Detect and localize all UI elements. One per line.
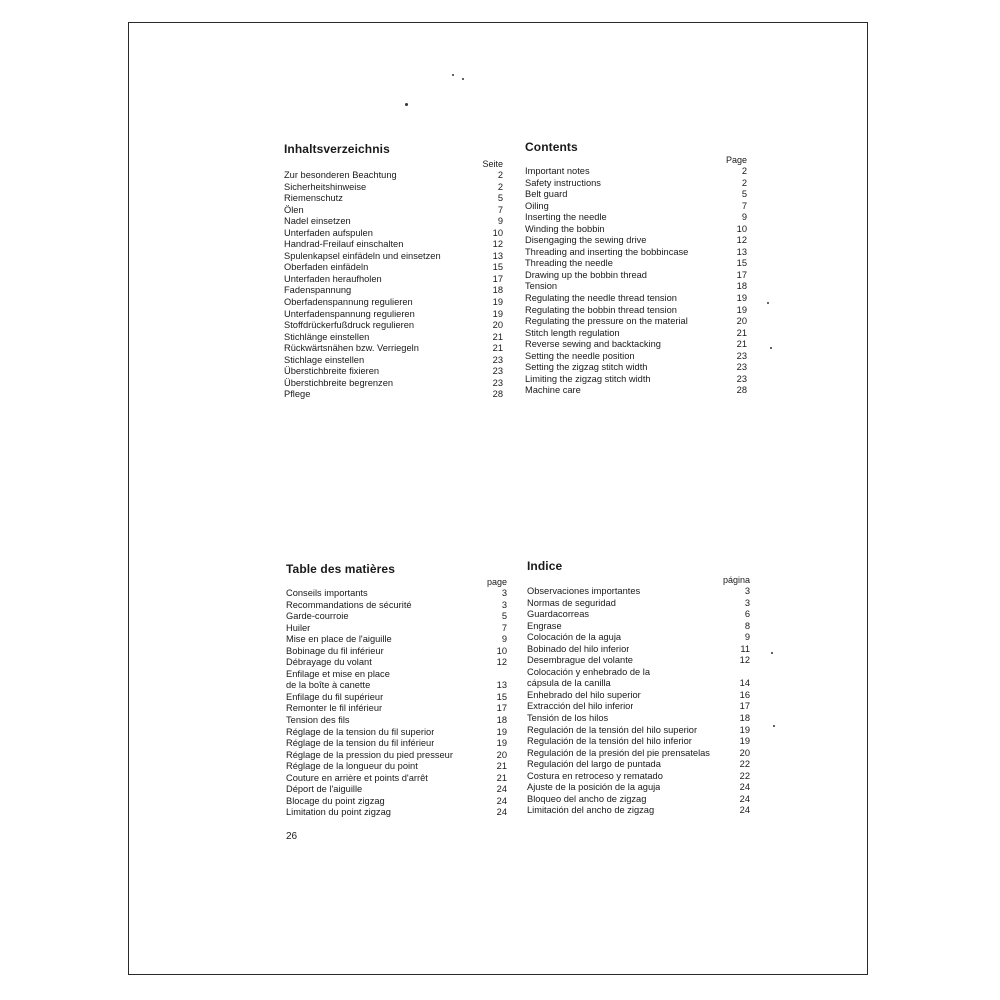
toc-entry [284, 378, 503, 390]
toc-entry-title: Regulating the bobbin thread tension [525, 304, 677, 315]
toc-entry [527, 748, 750, 760]
toc-entry-title: Pflege [284, 389, 311, 400]
page-column-label: page [486, 577, 507, 587]
toc-entry-title: Riemenschutz [284, 193, 343, 204]
toc-entry [286, 680, 507, 692]
toc-entry-page: 5 [501, 611, 507, 622]
toc-entry [525, 189, 747, 201]
scan-speck [405, 103, 408, 106]
toc-entry-page: 18 [496, 715, 507, 726]
toc-entry [284, 309, 503, 321]
toc-entry-page: 5 [741, 189, 747, 200]
toc-entry-page: 9 [744, 632, 750, 643]
toc-entry-page: 12 [736, 235, 747, 246]
toc-entry-title: Limitation du point zigzag [286, 807, 391, 818]
toc-entry [286, 784, 507, 796]
toc-entry [284, 389, 503, 401]
scan-speck [770, 347, 772, 349]
toc-entry-title: Stichlage einstellen [284, 354, 365, 365]
toc-list [525, 166, 747, 397]
toc-entry-title: Limiting the zigzag stitch width [525, 373, 651, 384]
toc-entry-page: 28 [492, 389, 503, 400]
toc-entry-page: 3 [744, 586, 750, 596]
toc-entry [284, 182, 503, 194]
toc-entry-page: 19 [739, 724, 750, 735]
toc-entry-page: 20 [739, 747, 750, 758]
toc-entry-page: 17 [492, 273, 503, 284]
toc-entry-title: Threading and inserting the bobbincase [525, 246, 689, 257]
toc-entry-title: Unterfaden heraufholen [284, 273, 382, 284]
toc-entry [525, 212, 747, 224]
toc-entry-page: 23 [492, 354, 503, 365]
toc-entry-title: Tension des fils [286, 715, 350, 726]
toc-entry-title: Threading the needle [525, 258, 613, 269]
toc-entry [286, 796, 507, 808]
toc-entry [527, 678, 750, 690]
toc-entry-title: Guardacorreas [527, 609, 590, 620]
toc-entry [525, 281, 747, 293]
toc-entry [284, 193, 503, 205]
toc-entry [525, 339, 747, 351]
toc-entry [527, 759, 750, 771]
toc-entry-title: Limitación del ancho de zigzag [527, 805, 655, 816]
toc-entry [284, 251, 503, 263]
toc-entry-title: Inserting the needle [525, 212, 607, 223]
toc-entry-title: Colocación y enhebrado de la [527, 666, 651, 677]
toc-list [527, 586, 750, 817]
toc-entry-title: Oberfadenspannung regulieren [284, 297, 413, 308]
toc-entry-page: 18 [739, 713, 750, 724]
toc-entry-title: Stoffdrückerfußdruck regulieren [284, 320, 415, 331]
page-column-label: página [722, 575, 750, 585]
toc-entry-page: 19 [736, 293, 747, 304]
toc-entry-title: Reverse sewing and backtacking [525, 339, 661, 350]
toc-entry-page: 14 [739, 678, 750, 689]
toc-entry-page: 18 [492, 285, 503, 296]
toc-entry-title: Bloqueo del ancho de zigzag [527, 793, 647, 804]
toc-entry-page: 12 [492, 239, 503, 250]
toc-entry-title: Nadel einsetzen [284, 216, 351, 227]
toc-entry-title: Unterfadenspannung regulieren [284, 308, 415, 319]
toc-entry-page: 3 [501, 588, 507, 598]
toc-english [525, 140, 747, 397]
toc-entry-title: Regulación de la tensión del hilo inferior [527, 736, 692, 747]
toc-entry-title: Unterfaden aufspulen [284, 227, 373, 238]
toc-entry-page: 13 [736, 246, 747, 257]
toc-entry-page: 23 [492, 377, 503, 388]
toc-entry-page: 15 [496, 691, 507, 702]
toc-entry-title: Überstichbreite begrenzen [284, 377, 394, 388]
toc-list [284, 170, 503, 401]
toc-entry-title: Couture en arrière et points d'arrêt [286, 772, 428, 783]
toc-entry-page: 11 [740, 643, 750, 654]
toc-entry [527, 690, 750, 702]
toc-heading: Inhaltsverzeichnis [284, 142, 390, 156]
toc-entry [527, 736, 750, 748]
scan-speck [767, 302, 769, 304]
page-number: 26 [286, 831, 298, 842]
toc-entry-page: 23 [736, 350, 747, 361]
toc-entry-title: Machine care [525, 385, 581, 396]
toc-entry-title: Disengaging the sewing drive [525, 235, 647, 246]
toc-entry-title: Bobinage du fil inférieur [286, 645, 384, 656]
toc-entry-title: Enfilage du fil supérieur [286, 691, 384, 702]
toc-entry-title: Extracción del hilo inferior [527, 701, 634, 712]
toc-entry-title: Sicherheitshinweise [284, 181, 367, 192]
toc-entry [527, 655, 750, 667]
toc-entry-title: Überstichbreite fixieren [284, 366, 380, 377]
toc-entry [284, 216, 503, 228]
toc-entry-page: 23 [736, 373, 747, 384]
toc-entry [286, 715, 507, 727]
toc-entry-page: 10 [736, 223, 747, 234]
toc-entry-page: 21 [736, 339, 747, 350]
toc-entry-page: 7 [741, 200, 747, 211]
toc-entry-title: Regulating the pressure on the material [525, 316, 688, 327]
toc-entry-page: 17 [736, 269, 747, 280]
toc-heading: Contents [525, 140, 578, 154]
toc-spanish [527, 559, 750, 817]
toc-entry-title: Stitch length regulation [525, 327, 620, 338]
scan-speck [462, 78, 464, 80]
toc-entry-title: Blocage du point zigzag [286, 795, 385, 806]
toc-entry-title: Oberfaden einfädeln [284, 262, 369, 273]
toc-entry-title: Colocación de la aguja [527, 632, 622, 643]
toc-entry-page: 20 [492, 320, 503, 331]
toc-entry [525, 362, 747, 374]
toc-entry [286, 657, 507, 669]
toc-entry [525, 305, 747, 317]
toc-entry-page: 21 [496, 761, 507, 772]
toc-entry [525, 385, 747, 397]
toc-entry [525, 178, 747, 190]
toc-entry [286, 761, 507, 773]
toc-entry [525, 270, 747, 282]
toc-entry-title: Bobinado del hilo inferior [527, 643, 630, 654]
toc-entry-page: 24 [739, 805, 750, 816]
toc-entry-page: 2 [741, 177, 747, 188]
toc-entry-page: 19 [736, 304, 747, 315]
toc-entry-page: 21 [492, 343, 503, 354]
toc-entry-title: Regulación de la tensión del hilo superior [527, 724, 698, 735]
toc-entry-page: 21 [492, 331, 503, 342]
toc-entry [525, 201, 747, 213]
toc-list [286, 588, 507, 819]
toc-entry [286, 773, 507, 785]
toc-entry [527, 794, 750, 806]
toc-entry [286, 634, 507, 646]
toc-entry-title: Tensión de los hilos [527, 713, 609, 724]
toc-entry-page: 3 [501, 599, 507, 610]
toc-entry [286, 727, 507, 739]
toc-entry [286, 588, 507, 600]
toc-entry-page: 19 [496, 726, 507, 737]
toc-entry-title: Regulating the needle thread tension [525, 293, 677, 304]
toc-entry-page: 7 [501, 622, 507, 633]
toc-entry [525, 316, 747, 328]
toc-entry [284, 343, 503, 355]
toc-entry [284, 297, 503, 309]
toc-entry-title: Normas de seguridad [527, 597, 616, 608]
toc-entry [286, 807, 507, 819]
toc-entry-page: 15 [736, 258, 747, 269]
toc-entry [527, 713, 750, 725]
toc-entry-title: Déport de l'aiguille [286, 784, 363, 795]
toc-entry-page [491, 669, 507, 681]
toc-entry-title: Drawing up the bobbin thread [525, 269, 647, 280]
toc-entry-page: 23 [736, 362, 747, 373]
toc-entry-title: Zur besonderen Beachtung [284, 170, 397, 180]
toc-entry [284, 332, 503, 344]
toc-entry-title: Desembrague del volante [527, 655, 633, 666]
toc-entry [525, 351, 747, 363]
toc-entry-page: 10 [492, 227, 503, 238]
toc-entry [284, 239, 503, 251]
toc-entry-title: Costura en retroceso y rematado [527, 770, 663, 781]
toc-entry-page: 13 [492, 250, 503, 261]
toc-entry-page: 2 [497, 181, 503, 192]
toc-entry-page: 19 [492, 308, 503, 319]
toc-entry [286, 646, 507, 658]
toc-entry-page: 20 [736, 316, 747, 327]
toc-entry-title: Regulación de la presión del pie prensatelas [527, 747, 710, 758]
toc-entry-page: 9 [501, 634, 507, 645]
toc-entry-title: Ajuste de la posición de la aguja [527, 782, 661, 793]
page-column-label: Page [725, 155, 747, 165]
toc-entry [284, 366, 503, 378]
toc-entry-title: de la boîte à canette [286, 680, 371, 691]
toc-entry-page: 23 [492, 366, 503, 377]
toc-entry [527, 632, 750, 644]
toc-entry-page: 24 [496, 807, 507, 818]
toc-entry-page: 12 [496, 657, 507, 668]
toc-entry-page [734, 667, 750, 679]
page-column-label: Seite [482, 159, 503, 169]
toc-entry-page: 21 [736, 327, 747, 338]
toc-entry-page: 7 [497, 204, 503, 215]
scan-speck [771, 652, 773, 654]
toc-entry [527, 644, 750, 656]
toc-entry-title: Mise en place de l'aiguille [286, 634, 392, 645]
toc-entry [525, 328, 747, 340]
toc-entry-title: Rückwärtsnähen bzw. Verriegeln [284, 343, 419, 354]
toc-entry [284, 285, 503, 297]
toc-entry-title: Engrase [527, 620, 562, 631]
toc-entry [284, 228, 503, 240]
toc-entry-title: Belt guard [525, 189, 568, 200]
toc-entry-page: 9 [497, 216, 503, 227]
toc-entry-title: Réglage de la pression du pied presseur [286, 749, 453, 760]
toc-entry-page: 9 [741, 212, 747, 223]
toc-entry-page: 8 [744, 620, 750, 631]
toc-entry [525, 374, 747, 386]
toc-entry [527, 621, 750, 633]
toc-entry-page: 10 [496, 645, 507, 656]
toc-entry-title: Stichlänge einstellen [284, 331, 370, 342]
toc-heading: Indice [527, 559, 563, 573]
toc-entry-title: Spulenkapsel einfädeln und einsetzen [284, 250, 441, 261]
toc-entry [284, 262, 503, 274]
toc-entry-title: Remonter le fil inférieur [286, 703, 383, 714]
toc-entry-title: Enhebrado del hilo superior [527, 689, 641, 700]
toc-entry-title: Handrad-Freilauf einschalten [284, 239, 404, 250]
toc-entry-page: 3 [744, 597, 750, 608]
toc-entry [527, 609, 750, 621]
toc-german [284, 142, 503, 401]
toc-entry [286, 611, 507, 623]
toc-entry [527, 701, 750, 713]
toc-entry-title: cápsula de la canilla [527, 678, 611, 689]
toc-entry-title: Débrayage du volant [286, 657, 372, 668]
toc-entry-page: 24 [496, 795, 507, 806]
toc-entry [286, 692, 507, 704]
toc-entry [527, 586, 750, 598]
toc-entry [286, 703, 507, 715]
toc-entry-title: Setting the zigzag stitch width [525, 362, 648, 373]
toc-entry-page: 21 [496, 772, 507, 783]
toc-entry [525, 224, 747, 236]
toc-entry-page: 2 [741, 166, 747, 176]
toc-entry [527, 667, 750, 679]
toc-entry [525, 293, 747, 305]
toc-entry-page: 19 [496, 738, 507, 749]
toc-entry-title: Réglage de la tension du fil inférieur [286, 738, 435, 749]
toc-entry [284, 320, 503, 332]
toc-entry-page: 17 [739, 701, 750, 712]
toc-entry [284, 355, 503, 367]
toc-entry [527, 771, 750, 783]
toc-entry-title: Enfilage et mise en place [286, 668, 390, 679]
toc-entry-page: 17 [496, 703, 507, 714]
toc-entry [527, 782, 750, 794]
toc-entry [527, 805, 750, 817]
toc-entry-title: Réglage de la longueur du point [286, 761, 418, 772]
toc-entry-title: Recommandations de sécurité [286, 599, 412, 610]
toc-entry-title: Huiler [286, 622, 311, 633]
toc-entry-page: 19 [492, 297, 503, 308]
toc-entry-page: 22 [739, 770, 750, 781]
toc-entry [286, 669, 507, 681]
toc-entry-page: 28 [736, 385, 747, 396]
toc-french [286, 562, 507, 819]
toc-entry-page: 16 [739, 689, 750, 700]
toc-entry-page: 12 [739, 655, 750, 666]
toc-entry [527, 598, 750, 610]
toc-entry-page: 18 [736, 281, 747, 292]
toc-entry-title: Setting the needle position [525, 350, 635, 361]
scan-speck [773, 725, 775, 727]
toc-entry [525, 166, 747, 178]
toc-entry-page: 15 [492, 262, 503, 273]
toc-entry-title: Conseils importants [286, 588, 368, 598]
toc-entry-page: 24 [496, 784, 507, 795]
toc-entry-page: 2 [497, 170, 503, 180]
toc-entry [284, 205, 503, 217]
toc-entry [284, 170, 503, 182]
toc-entry-page: 24 [739, 793, 750, 804]
toc-entry-title: Safety instructions [525, 177, 601, 188]
toc-entry-page: 19 [739, 736, 750, 747]
toc-entry-page: 6 [744, 609, 750, 620]
toc-entry [284, 274, 503, 286]
toc-entry-title: Important notes [525, 166, 590, 176]
toc-heading: Table des matières [286, 562, 395, 576]
toc-entry-page: 24 [739, 782, 750, 793]
toc-entry-title: Tension [525, 281, 558, 292]
toc-entry-title: Réglage de la tension du fil superior [286, 726, 435, 737]
toc-entry [286, 623, 507, 635]
toc-entry-title: Garde-courroie [286, 611, 349, 622]
toc-entry-page: 13 [496, 680, 507, 691]
toc-entry [525, 235, 747, 247]
toc-entry-title: Ölen [284, 204, 304, 215]
toc-entry-title: Winding the bobbin [525, 223, 605, 234]
toc-entry-page: 20 [496, 749, 507, 760]
toc-entry-title: Fadenspannung [284, 285, 352, 296]
toc-entry [527, 725, 750, 737]
toc-entry [525, 258, 747, 270]
toc-entry [286, 738, 507, 750]
toc-entry [525, 247, 747, 259]
toc-entry [286, 750, 507, 762]
toc-entry-title: Regulación del largo de puntada [527, 759, 661, 770]
scan-speck [452, 74, 454, 76]
toc-entry [286, 600, 507, 612]
toc-entry-page: 5 [497, 193, 503, 204]
toc-entry-title: Observaciones importantes [527, 586, 641, 596]
toc-entry-title: Oiling [525, 200, 549, 211]
toc-entry-page: 22 [739, 759, 750, 770]
